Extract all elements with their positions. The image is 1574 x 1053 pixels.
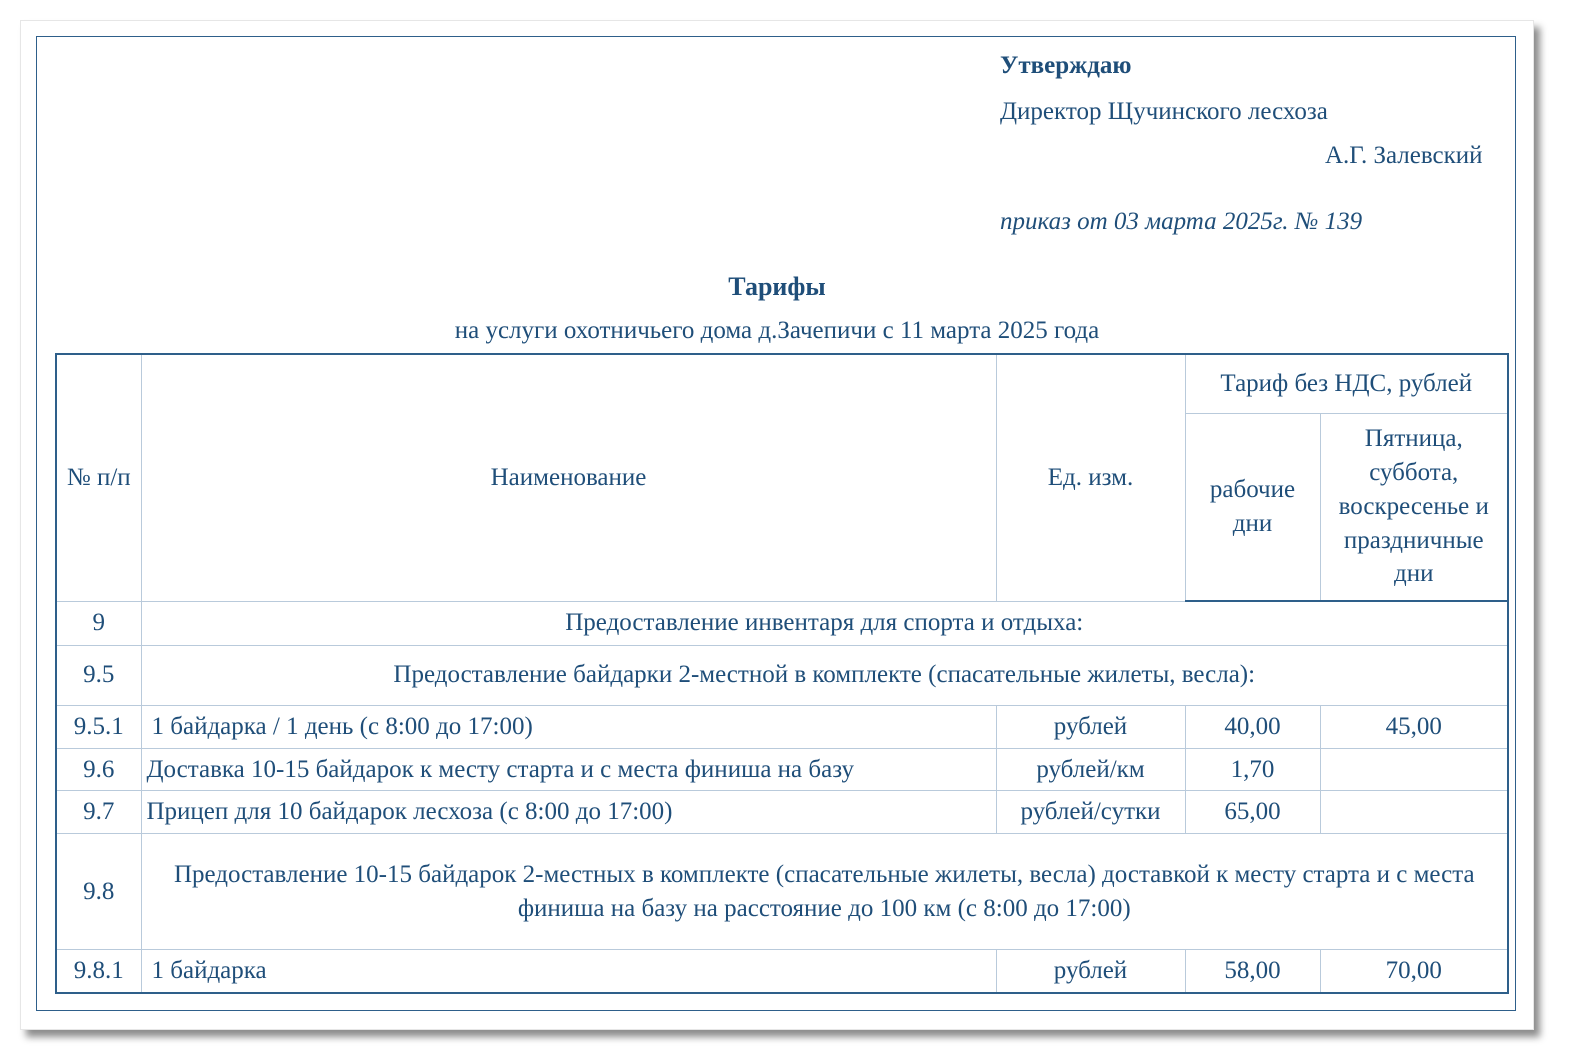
row-weekdays-price: 58,00 (1185, 950, 1320, 993)
row-weekend-price (1320, 748, 1508, 790)
row-number: 9.5.1 (56, 705, 141, 748)
table-row (56, 950, 1508, 993)
row-weekend-price (1320, 790, 1508, 833)
row-number: 9.8.1 (56, 950, 141, 993)
approval-signer: А.Г. Залевский (1325, 142, 1483, 169)
row-name: Предоставление байдарки 2-местной в комплекте (спасательные жилеты, весла): (141, 645, 1508, 705)
document-title: Тарифы (728, 272, 826, 301)
row-number: 9 (56, 601, 141, 645)
row-name: Доставка 10-15 байдарок к месту старта и с места финиша на базу (141, 748, 996, 790)
table-row (56, 790, 1508, 833)
row-number: 9.7 (56, 790, 141, 833)
header-weekdays: рабочие дни (1185, 413, 1320, 601)
row-weekend-price: 45,00 (1320, 705, 1508, 748)
table-row (56, 834, 1508, 950)
table-row (56, 748, 1508, 790)
row-unit: рублей/сутки (996, 790, 1185, 833)
row-number: 9.5 (56, 645, 141, 705)
table-row (56, 601, 1508, 645)
header-name: Наименование (141, 354, 996, 601)
row-weekdays-price: 1,70 (1185, 748, 1320, 790)
row-number: 9.6 (56, 748, 141, 790)
header-weekend: Пятница, суббота, воскресенье и праздничные дни (1320, 413, 1508, 601)
table-row (56, 705, 1508, 748)
row-name: Предоставление инвентаря для спорта и отдыха: (141, 601, 1508, 645)
row-weekend-price: 70,00 (1320, 950, 1508, 993)
document-page (20, 20, 1534, 1030)
row-unit: рублей/км (996, 748, 1185, 790)
order-reference: приказ от 03 марта 2025г. № 139 (1000, 208, 1363, 235)
row-unit: рублей (996, 950, 1185, 993)
header-number: № п/п (56, 354, 141, 601)
document-subtitle: на услуги охотничьего дома д.Зачепичи с 11 марта 2025 года (454, 317, 1100, 344)
row-name: 1 байдарка (141, 950, 996, 993)
row-name: 1 байдарка / 1 день (с 8:00 до 17:00) (141, 705, 996, 748)
table-row (56, 645, 1508, 705)
header-unit: Ед. изм. (996, 354, 1185, 601)
row-number: 9.8 (56, 834, 141, 950)
approval-title: Утверждаю (1000, 52, 1132, 79)
tariff-table (55, 353, 1509, 994)
header-tariff-group: Тариф без НДС, рублей (1185, 354, 1508, 413)
row-unit: рублей (996, 705, 1185, 748)
row-weekdays-price: 65,00 (1185, 790, 1320, 833)
approval-block (1000, 53, 1132, 78)
approval-director: Директор Щучинского лесхоза (1000, 98, 1328, 125)
row-name: Предоставление 10-15 байдарок 2-местных в комплекте (спасательные жилеты, весла) доставкой к месту старта и с места финиша на базу на расстояние до 100 км (с 8:00 до 17:00) (141, 834, 1508, 950)
row-name: Прицеп для 10 байдарок лесхоза (с 8:00 до 17:00) (141, 790, 996, 833)
row-weekdays-price: 40,00 (1185, 705, 1320, 748)
